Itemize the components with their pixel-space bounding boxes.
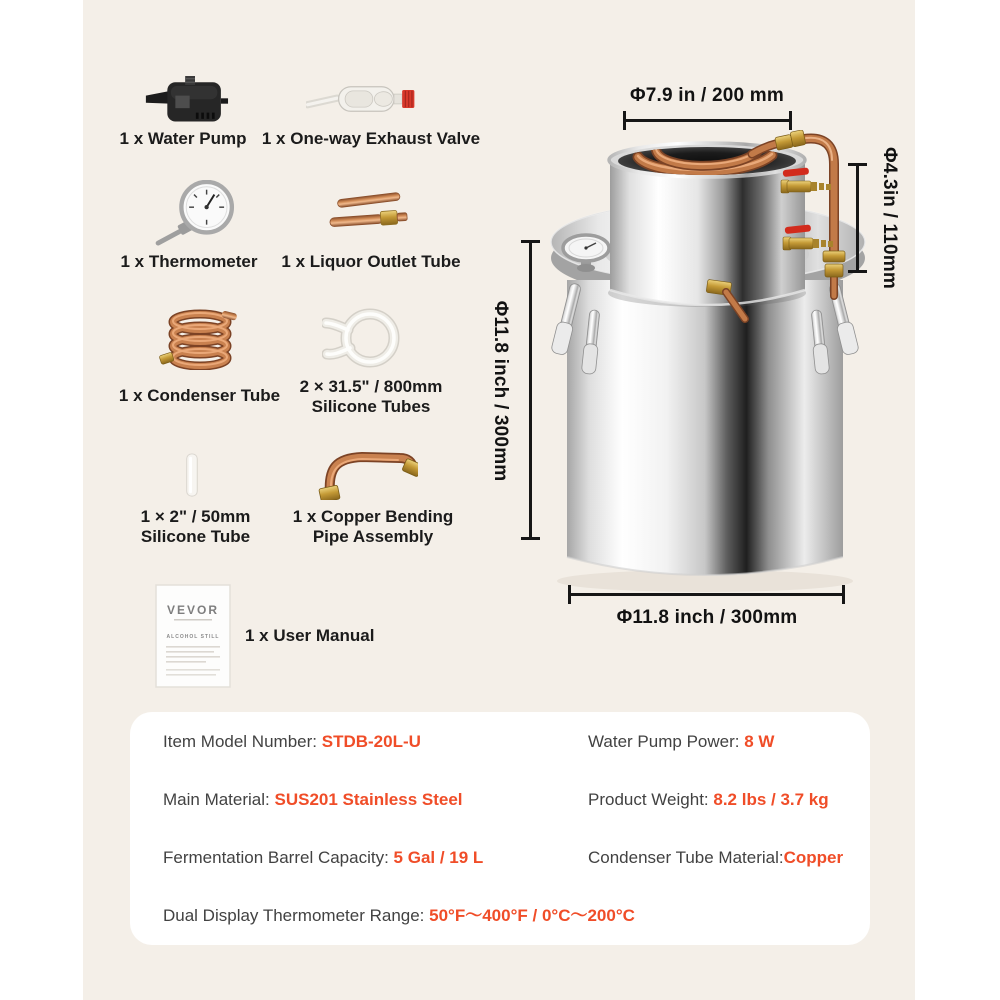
dimension-cap [568,585,571,604]
spec-value: 5 Gal / 19 L [393,848,484,867]
spec-label: Item Model Number: [163,732,322,751]
spec-value: 50°F～400°F / 0°C～200°C [429,906,635,925]
spec-main-material [163,789,463,811]
silicone-tubes-icon [322,308,414,369]
exhaust-valve-icon [306,80,416,118]
spec-value: 8.2 lbs / 3.7 kg [713,790,829,809]
dimension-label-bottom: Φ11.8 inch / 300mm [616,607,798,628]
spec-label: Dual Display Thermometer Range: [163,906,430,925]
spec-product-weight [588,789,829,811]
component-label-user-manual: 1 x User Manual [245,626,375,645]
dimension-cap [842,585,845,604]
component-label-liquor-outlet-tube: 1 x Liquor Outlet Tube [281,252,461,271]
component-label-copper-bending-pipe [258,507,488,547]
spec-thermometer-range [163,905,635,927]
dimension-cap [848,163,867,166]
small-tube-line2: Silicone Tube [140,527,251,546]
spec-item-model-number [163,731,421,753]
dimension-label-top: Φ7.9 in / 200 mm [630,85,784,106]
water-pump-icon [140,76,250,126]
spec-value: SUS201 Stainless Steel [274,790,463,809]
copper-bending-pipe-icon [314,444,418,500]
dimension-line-right [856,163,859,273]
component-label-water-pump: 1 x Water Pump [119,129,247,148]
spec-value: 8 W [744,732,775,751]
spec-water-pump-power [588,731,774,753]
spec-label: Condenser Tube Material: [588,848,784,867]
spec-label: Fermentation Barrel Capacity: [163,848,394,867]
component-label-silicone-tubes [256,377,486,417]
dimension-cap [521,240,540,243]
dimension-label-right: Φ4.3in / 110mm [879,147,900,289]
pipe-union-fitting [823,251,845,277]
spec-label: Water Pump Power: [588,732,745,751]
silicone-tubes-line2: Silicone Tubes [311,397,431,416]
thermometer-icon [150,180,238,246]
component-label-condenser-tube: 1 x Condenser Tube [118,386,281,405]
small-silicone-tube-icon [177,452,206,498]
dimension-line-top [623,119,792,122]
user-manual-icon [154,583,232,689]
component-label-exhaust-valve: 1 x One-way Exhaust Valve [261,129,481,148]
dimension-cap [848,270,867,273]
dimension-line-left [529,240,532,540]
spec-label: Main Material: [163,790,275,809]
manual-brand-text: VEVOR [166,603,220,617]
silicone-tubes-line1: 2 × 31.5" / 800mm [299,377,443,396]
spec-value: STDB-20L-U [321,732,421,751]
spec-label: Product Weight: [588,790,714,809]
still-barrel [567,280,843,575]
manual-title-text: ALCOHOL STILL [166,634,220,640]
spec-value: Copper [783,848,844,867]
dimension-line-bottom [568,593,845,596]
liquor-outlet-tube-icon [324,186,412,233]
dimension-cap [623,111,626,130]
spec-condenser-material [588,847,843,869]
condenser-tube-icon [158,308,242,370]
dimension-cap [521,537,540,540]
product-still-image [540,130,870,600]
dimension-label-left: Φ11.8 inch / 300mm [490,300,511,482]
copper-pipe-line2: Pipe Assembly [312,527,434,546]
small-tube-line1: 1 × 2" / 50mm [140,507,251,526]
component-label-thermometer: 1 x Thermometer [120,252,258,271]
coil-union-fitting [774,130,805,150]
copper-pipe-line1: 1 x Copper Bending [292,507,454,526]
dimension-cap [789,111,792,130]
spec-barrel-capacity [163,847,483,869]
